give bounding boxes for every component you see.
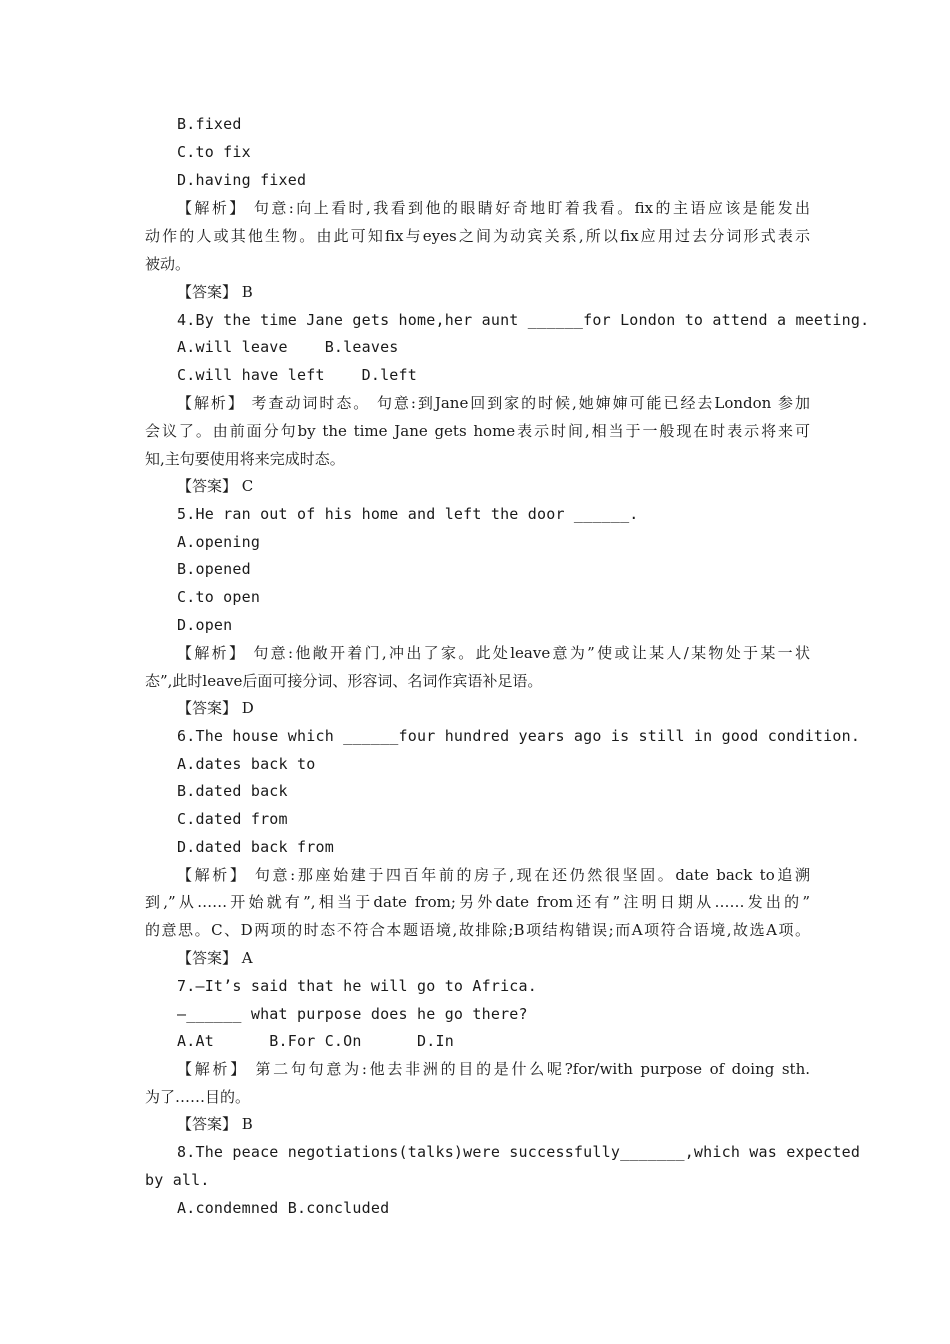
question-4-options-ab: A.will leave B.leaves <box>177 338 399 356</box>
option-c-dated-from: C.dated from <box>177 810 288 828</box>
analysis-7-line-1: 【解析】 第二句句意为:他去非洲的目的是什么呢?for/with purpose of doing sth. <box>177 1060 810 1078</box>
analysis-5-line-2: 态”,此时leave后面可接分词、形容词、名词作宾语补足语。 <box>145 672 543 690</box>
question-4: 4.By the time Jane gets home,her aunt ______for London to attend a meeting. <box>177 311 870 329</box>
analysis-6-line-2: 到,”从……开始就有”,相当于date from;另外date from还有”注明日期从……发出的” <box>145 893 810 911</box>
option-d-open: D.open <box>177 616 233 634</box>
question-7-options: A.At B.For C.On D.In <box>177 1032 454 1050</box>
answer-6: 【答案】 A <box>177 949 253 967</box>
option-c-to-fix: C.to fix <box>177 143 251 161</box>
option-a-opening: A.opening <box>177 533 261 551</box>
option-a-dates-back-to: A.dates back to <box>177 755 316 773</box>
analysis-5-line-1: 【解析】 句意:他敞开着门,冲出了家。此处leave意为”使或让某人/某物处于某一状 <box>177 644 810 662</box>
question-5: 5.He ran out of his home and left the door ______. <box>177 505 639 523</box>
analysis-4-line-1: 【解析】 考查动词时态。 句意:到Jane回到家的时候,她婶婶可能已经去London 参加 <box>177 394 810 412</box>
question-8-line-2: by all. <box>145 1171 210 1189</box>
question-8-options-ab: A.condemned B.concluded <box>177 1199 390 1217</box>
option-d-having-fixed: D.having fixed <box>177 171 307 189</box>
question-8-line-1: 8.The peace negotiations(talks)were successfully_______,which was expected <box>177 1143 861 1161</box>
analysis-6-line-3: 的意思。C、D两项的时态不符合本题语境,故排除;B项结构错误;而A项符合语境,故选A项。 <box>145 921 810 939</box>
answer-4: 【答案】 C <box>177 477 254 495</box>
analysis-3-line-2: 动作的人或其他生物。由此可知fix与eyes之间为动宾关系,所以fix应用过去分词形式表示 <box>145 227 810 245</box>
analysis-3-line-1: 【解析】 句意:向上看时,我看到他的眼睛好奇地盯着我看。fix的主语应该是能发出 <box>177 199 810 217</box>
answer-5: 【答案】 D <box>177 699 254 717</box>
option-b-dated-back: B.dated back <box>177 782 288 800</box>
answer-7: 【答案】 B <box>177 1115 253 1133</box>
analysis-4-line-2: 会议了。由前面分句by the time Jane gets home表示时间,相当于一般现在时表示将来可 <box>145 422 810 440</box>
analysis-3-line-3: 被动。 <box>145 255 191 273</box>
option-c-to-open: C.to open <box>177 588 261 606</box>
analysis-7-line-2: 为了……目的。 <box>145 1088 251 1106</box>
analysis-6-line-1: 【解析】 句意:那座始建于四百年前的房子,现在还仍然很坚固。date back to追溯 <box>177 866 810 884</box>
option-d-dated-back-from: D.dated back from <box>177 838 334 856</box>
question-6: 6.The house which ______four hundred years ago is still in good condition. <box>177 727 861 745</box>
option-b-opened: B.opened <box>177 560 251 578</box>
answer-3: 【答案】 B <box>177 283 253 301</box>
question-7-line-2: —______ what purpose does he go there? <box>177 1005 528 1023</box>
question-7-line-1: 7.—It’s said that he will go to Africa. <box>177 977 537 995</box>
option-b-fixed: B.fixed <box>177 115 242 133</box>
analysis-4-line-3: 知,主句要使用将来完成时态。 <box>145 450 345 468</box>
question-4-options-cd: C.will have left D.left <box>177 366 417 384</box>
